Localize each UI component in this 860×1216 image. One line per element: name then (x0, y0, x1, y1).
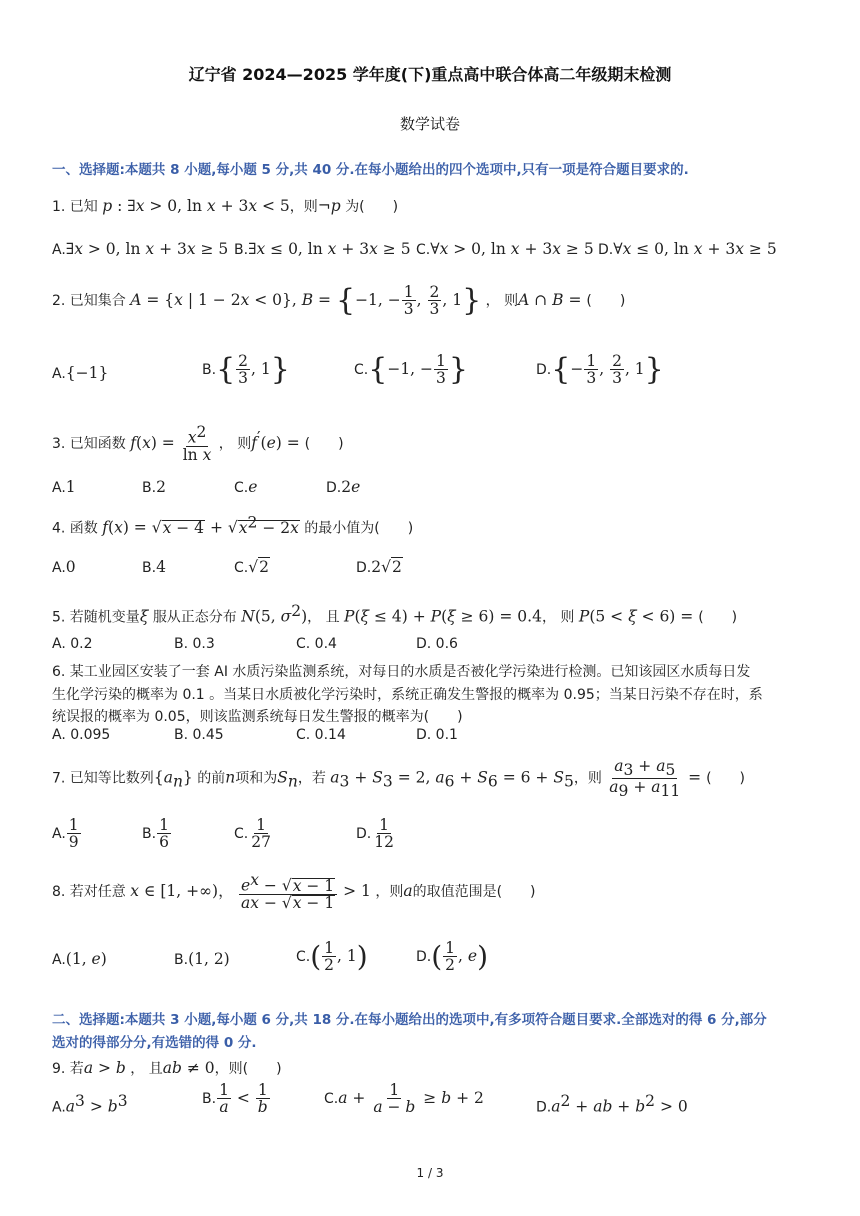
q1-option-a[interactable]: A.∃x > 0, ln x + 3x ≥ 5 (52, 240, 229, 258)
q4-option-b[interactable]: B.4 (142, 558, 166, 576)
q6-option-a[interactable]: A. 0.095 (52, 727, 111, 743)
q8-option-a[interactable]: A.(1, e) (52, 950, 107, 968)
question-4: 4. 函数 $f(x) = √x - 4 + √x^2 - 2x$ 的最小值为( ) (52, 513, 414, 537)
q9-option-c[interactable]: C.a + $\frac{1}{a - b}$ ≥ b + 2 (324, 1081, 484, 1117)
q5-option-c[interactable]: C. 0.4 (296, 636, 337, 652)
q9-option-d[interactable]: $D.a^2$ + ab + $b^2 > 0$ (536, 1092, 688, 1116)
page-number: 1 / 3 (416, 1166, 444, 1180)
q6-option-b[interactable]: B. 0.45 (174, 727, 224, 743)
question-5: 5. 若随机变量ξ 服从正态分布 N(5, $\sigma^2$)， 且 P(ξ ≤ 4) + P(ξ ≥ 6) = 0.4， 则 P(5 < ξ < 6) = ( ) (52, 602, 738, 626)
q5-option-d[interactable]: D. 0.6 (416, 636, 458, 652)
q2-option-b[interactable]: B.{ $\frac{2}{3}$ , 1} (202, 351, 290, 388)
q5-option-a[interactable]: A. 0.2 (52, 636, 93, 652)
q6-option-d[interactable]: D. 0.1 (416, 727, 458, 743)
q2-option-d[interactable]: D.{− $\frac{1}{3}$ , $\frac{2}{3}$ , 1} (536, 351, 664, 388)
q8-option-b[interactable]: B.(1, 2) (174, 950, 230, 968)
q3-option-d[interactable]: D.2e (326, 478, 361, 496)
q7-option-c[interactable]: C. $\frac{1}{27}$ (234, 816, 271, 852)
q7-option-a[interactable]: A. $\frac{1}{9}$ (52, 816, 79, 852)
q9-option-a[interactable]: $A.a^3 > b^3$ (52, 1092, 128, 1116)
q4-option-c[interactable]: C.√2 (234, 558, 269, 576)
q8-option-d[interactable]: D.( $\frac{1}{2}$ , e) (416, 939, 489, 975)
q6-option-c[interactable]: C. 0.14 (296, 727, 346, 743)
q4-option-a[interactable]: A.0 (52, 558, 76, 576)
q4-option-d[interactable]: D.2√2 (356, 558, 402, 576)
q1-option-d[interactable]: D.∀x ≤ 0, ln x + 3x ≥ 5 (598, 240, 777, 258)
question-6-line-3: 统误报的概率为 0.05，则该监测系统每日发生警报的概率为( ) (52, 709, 463, 725)
question-7: 7. 已知等比数列$\{a_n\}$ 的前n项和为$S_n$，若 $a_3 + S_3 = 2$, $a_6 + S_6 = 6 + S_5$，则 $\frac{a_3 + a_5}{a_9 + a_{11}}$ = ( ) (52, 757, 746, 800)
exam-subtitle: 数学试卷 (399, 115, 460, 133)
question-9: 9. 若a > b ， 且ab ≠ 0，则( ) (52, 1059, 282, 1077)
question-6-line-1: 6. 某工业园区安装了一套 AI 水质污染监测系统，对每日的水质是否被化学污染进行检测。已知该园区水质每日发 (52, 664, 751, 680)
q7-option-d[interactable]: D. $\frac{1}{12}$ (356, 816, 394, 852)
q2-option-c[interactable]: C.{−1, − $\frac{1}{3}$ } (354, 351, 468, 388)
q3-option-c[interactable]: C.e (234, 478, 258, 496)
section-2-heading: 二、选择题:本题共 3 小题,每小题 6 分,共 18 分.在每小题给出的选项中,有多项符合题目要求.全部选对的得 6 分,部分 (52, 1012, 767, 1028)
q2-option-a[interactable]: A.{−1} (52, 364, 109, 382)
question-8: 8. 若对任意 x ∈ [1, +∞)， $\frac{e^x - √x - 1}{ax - √x - 1}$ > 1 ，则a的取值范围是( ) (52, 871, 536, 913)
question-1: 1. 已知 p : ∃x > 0, ln x + 3x < 5，则¬p 为( ) (52, 197, 399, 215)
q5-option-b[interactable]: B. 0.3 (174, 636, 215, 652)
q1-option-b[interactable]: B.∃x ≤ 0, ln x + 3x ≥ 5 (234, 240, 411, 258)
section-2-heading-cont: 选对的得部分分,有选错的得 0 分. (52, 1035, 257, 1051)
section-1-heading: 一、选择题:本题共 8 小题,每小题 5 分,共 40 分.在每小题给出的四个选项中,只有一项是符合题目要求的. (52, 162, 689, 178)
q1-option-c[interactable]: C.∀x > 0, ln x + 3x ≥ 5 (416, 240, 594, 258)
exam-title: 辽宁省 2024—2025 学年度(下)重点高中联合体高二年级期末检测 (188, 65, 672, 84)
q3-option-b[interactable]: B.2 (142, 478, 166, 496)
question-3: 3. 已知函数 f(x) = $\frac{x^2}{\text{ln x}}$ ， 则f′(e) = ( ) (52, 423, 344, 465)
q8-option-c[interactable]: C.( $\frac{1}{2}$ , 1) (296, 939, 368, 975)
question-2: 2. 已知集合 A = {x | 1 − 2x < 0}, B = {−1, − $\frac{1}{3}$ , $\frac{2}{3}$ , 1} ， 则A ∩ B = ( ) (52, 282, 626, 319)
question-6-line-2: 生化学污染的概率为 0.1 。当某日水质被化学污染时，系统正确发生警报的概率为 0.95；当某日污染不存在时，系 (52, 687, 763, 703)
q3-option-a[interactable]: A.1 (52, 478, 76, 496)
q7-option-b[interactable]: B. $\frac{1}{6}$ (142, 816, 169, 852)
q9-option-b[interactable]: B. $\frac{1}{a}$ < $\frac{1}{b}$ (202, 1081, 268, 1117)
